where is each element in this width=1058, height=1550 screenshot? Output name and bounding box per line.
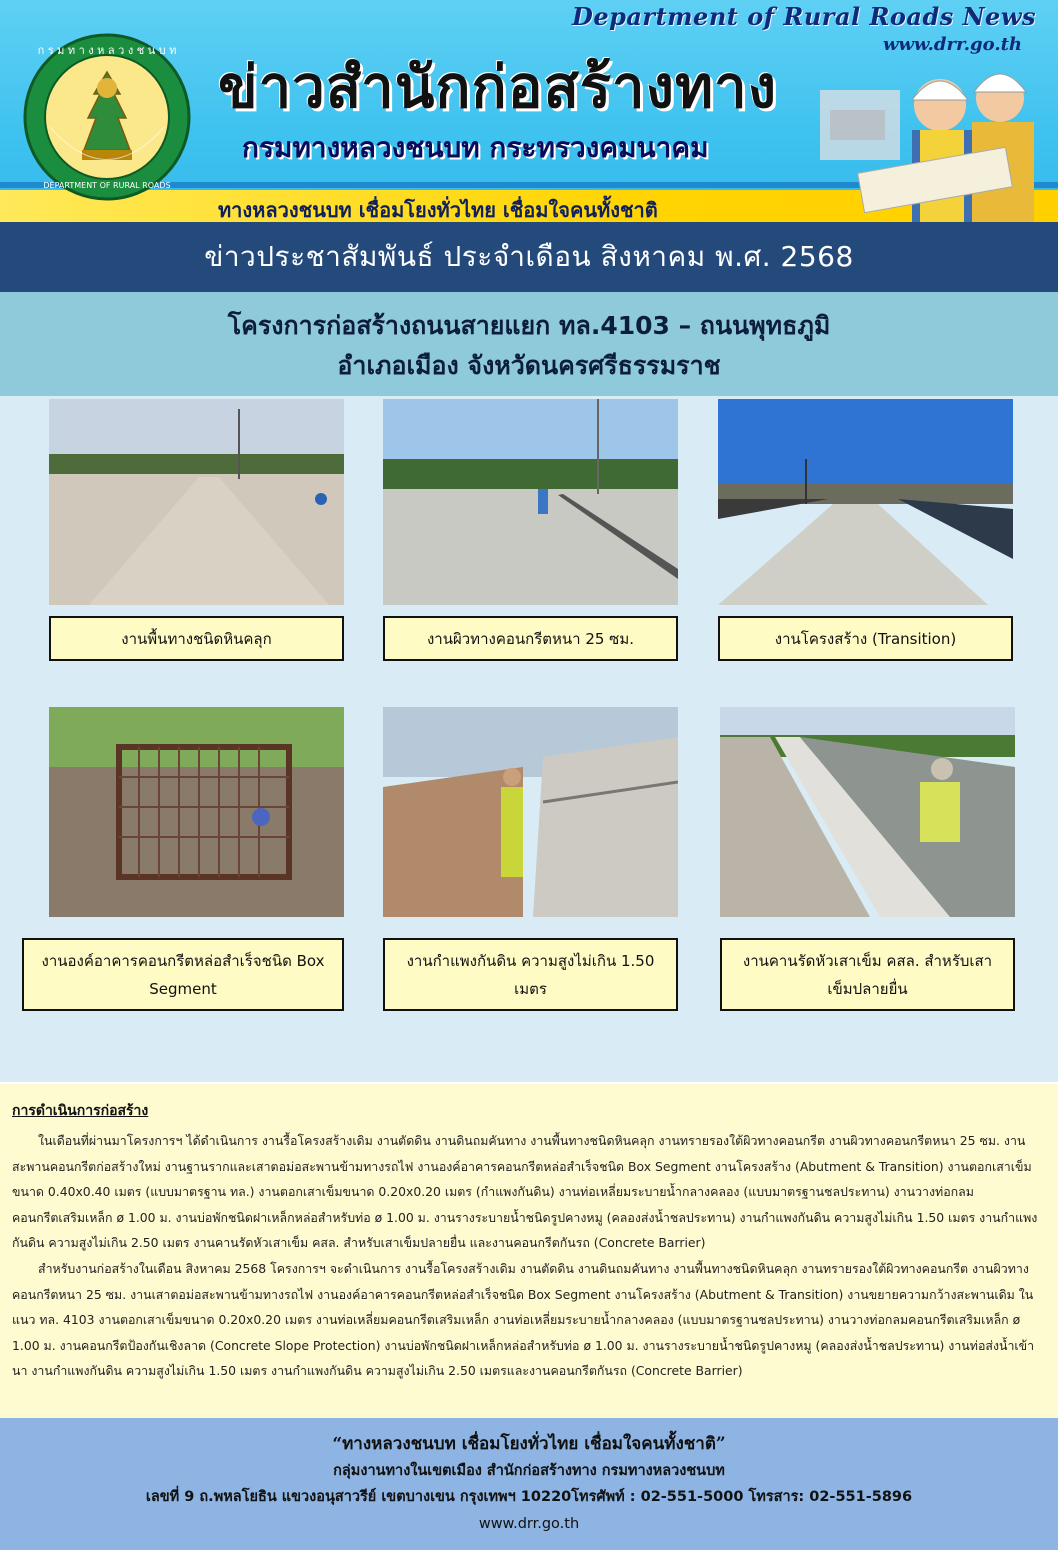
photo-caption bbox=[720, 938, 1015, 1011]
header-url: www.drr.go.th bbox=[882, 34, 1022, 55]
month-bar bbox=[0, 222, 1058, 292]
header-banner bbox=[0, 0, 1058, 222]
caption-text: งานผิวทางคอนกรีตหนา 25 ซม. bbox=[426, 629, 635, 648]
project-title-line1: โครงการก่อสร้างถนนสายแยก ทล.4103 – ถนนพุทธภูมิ bbox=[227, 311, 831, 340]
footer bbox=[0, 1418, 1058, 1550]
photo-gallery bbox=[0, 396, 1058, 1082]
page-subtitle: กรมทางหลวงชนบท กระทรวงคมนาคม bbox=[242, 131, 709, 164]
footer-quote: “ทางหลวงชนบท เชื่อมโยงทั่วไทย เชื่อมใจคนทั้งชาติ” bbox=[332, 1434, 726, 1454]
gravel-road-photo bbox=[49, 399, 344, 605]
caption-text: งานกำแพงกันดิน ความสูงไม่เกิน 1.50 เมตร bbox=[406, 951, 655, 998]
description-heading: การดำเนินการก่อสร้าง bbox=[12, 1103, 149, 1119]
caption-text: งานพื้นทางชนิดหินคลุก bbox=[121, 629, 272, 648]
photo-caption bbox=[49, 616, 344, 661]
pile-cap-beam-photo bbox=[720, 707, 1015, 917]
footer-address: เลขที่ 9 ถ.พหลโยธิน แขวงอนุสาวรีย์ เขตบางเขน กรุงเทพฯ 10220โทรศัพท์ : 02-551-5000 โทรสาร: 02-551-5896 bbox=[145, 1489, 913, 1505]
footer-department: กลุ่มงานทางในเขตเมือง สำนักก่อสร้างทาง กรมทางหลวงชนบท bbox=[333, 1463, 725, 1479]
photo-caption bbox=[383, 938, 678, 1011]
project-title-bar bbox=[0, 292, 1058, 396]
description-paragraph-1: ในเดือนที่ผ่านมาโครงการฯ ได้ดำเนินการ งานรื้อโครงสร้างเดิม งานตัดดิน งานดินถมคันทาง งานพื้นทางชนิดหินคลุก งานทรายรองใต้ผิวทางคอนกรีต งานผิวทางคอนกรีตหนา 25 ซม. งานสะพานคอนกรีตก่อสร้างใหม่ งานฐานรากและเสาตอม่อสะพานข้ามทางรถไฟ งานองค์อาคารคอนกรีตหล่อสำเร็จชนิด Box Segment งานโครงสร้าง (Abutment & Transition) งานตอกเสาเข็มขนาด 0.40x0.40 เมตร (แบบมาตรฐาน ทล.) งานตอกเสาเข็มขนาด 0.20x0.20 เมตร (กำแพงกันดิน) งานท่อเหลี่ยมระบายน้ำกลางคลอง (แบบมาตรฐานชลประทาน) งานวางท่อกลมคอนกรีตเสริมเหล็ก ø 1.00 ม. งานบ่อพักชนิดฝาเหล็กหล่อสำหรับท่อ ø 1.00 ม. งานรางระบายน้ำชนิดรูปคางหมู (คลองส่งน้ำชลประทาน) งานกำแพงกันดิน ความสูงไม่เกิน 1.50 เมตร งานกำแพงกันดิน ความสูงไม่เกิน 2.50 เมตร งานคานรัดหัวเสาเข็ม คสล. สำหรับเสาเข็มปลายยื่น และงานคอนกรีตกันรถ (Concrete Barrier) bbox=[12, 1133, 1038, 1251]
svg-text:ก ร ม ท า ง ห ล ว ง ช น บ ท: ก ร ม ท า ง ห ล ว ง ช น บ ท bbox=[37, 44, 177, 57]
caption-text: งานคานรัดหัวเสาเข็ม คสล. สำหรับเสาเข็มปลายยื่น bbox=[742, 951, 993, 998]
photo-caption bbox=[718, 616, 1013, 661]
news-english-title: Department of Rural Roads News bbox=[572, 2, 1036, 31]
construction-description bbox=[0, 1082, 1058, 1418]
caption-text: งานองค์อาคารคอนกรีตหล่อสำเร็จชนิด Box Segment bbox=[41, 951, 325, 998]
slogan: ทางหลวงชนบท เชื่อมโยงทั่วไทย เชื่อมใจคนทั้งชาติ bbox=[218, 198, 658, 222]
svg-text:DEPARTMENT OF RURAL ROADS: DEPARTMENT OF RURAL ROADS bbox=[43, 181, 171, 190]
caption-text: งานโครงสร้าง (Transition) bbox=[774, 629, 957, 648]
department-seal-logo bbox=[22, 32, 192, 202]
description-paragraph-2: สำหรับงานก่อสร้างในเดือน สิงหาคม 2568 โครงการฯ จะดำเนินการ งานรื้อโครงสร้างเดิม งานตัดดิน งานดินถมคันทาง งานพื้นทางชนิดหินคลุก งานทรายรองใต้ผิวทางคอนกรีต งานผิวทางคอนกรีตหนา 25 ซม. งานเสาตอม่อสะพานข้ามทางรถไฟ งานองค์อาคารคอนกรีตหล่อสำเร็จชนิด Box Segment งานโครงสร้าง (Abutment & Transition) งานขยายความกว้างสะพานเดิม ในแนว ทล. 4103 งานตอกเสาเข็มขนาด 0.20x0.20 เมตร งานท่อเหลี่ยมคอนกรีตเสริมเหล็ก งานท่อเหลี่ยมระบายน้ำกลางคลอง (แบบมาตรฐานชลประทาน) งานวางท่อกลมคอนกรีตเสริมเหล็ก ø 1.00 ม. งานคอนกรีตป้องกันเชิงลาด (Concrete Slope Protection) งานบ่อพักชนิดฝาเหล็กหล่อสำหรับท่อ ø 1.00 ม. งานรางระบายน้ำชนิดรูปคางหมู (คลองส่งน้ำชลประทาน) งานท่อส่งน้ำเข้านา งานกำแพงกันดิน ความสูงไม่เกิน 1.50 เมตร งานกำแพงกันดิน ความสูงไม่เกิน 2.50 เมตรและงานคอนกรีตกันรถ (Concrete Barrier) bbox=[12, 1260, 1035, 1379]
photo-caption bbox=[22, 938, 344, 1011]
footer-website-link[interactable]: www.drr.go.th bbox=[478, 1516, 580, 1532]
page-title: ข่าวสำนักก่อสร้างทาง bbox=[218, 53, 778, 121]
bridge-transition-photo bbox=[718, 399, 1013, 605]
month-bar-text: ข่าวประชาสัมพันธ์ ประจำเดือน สิงหาคม พ.ศ. 2568 bbox=[204, 240, 854, 273]
photo-caption bbox=[383, 616, 678, 661]
retaining-wall-photo bbox=[383, 707, 678, 917]
engineers-illustration bbox=[820, 50, 1058, 222]
project-title-line2: อำเภอเมือง จังหวัดนครศรีธรรมราช bbox=[337, 351, 721, 380]
box-segment-rebar-photo bbox=[49, 707, 344, 917]
concrete-road-photo bbox=[383, 399, 678, 605]
